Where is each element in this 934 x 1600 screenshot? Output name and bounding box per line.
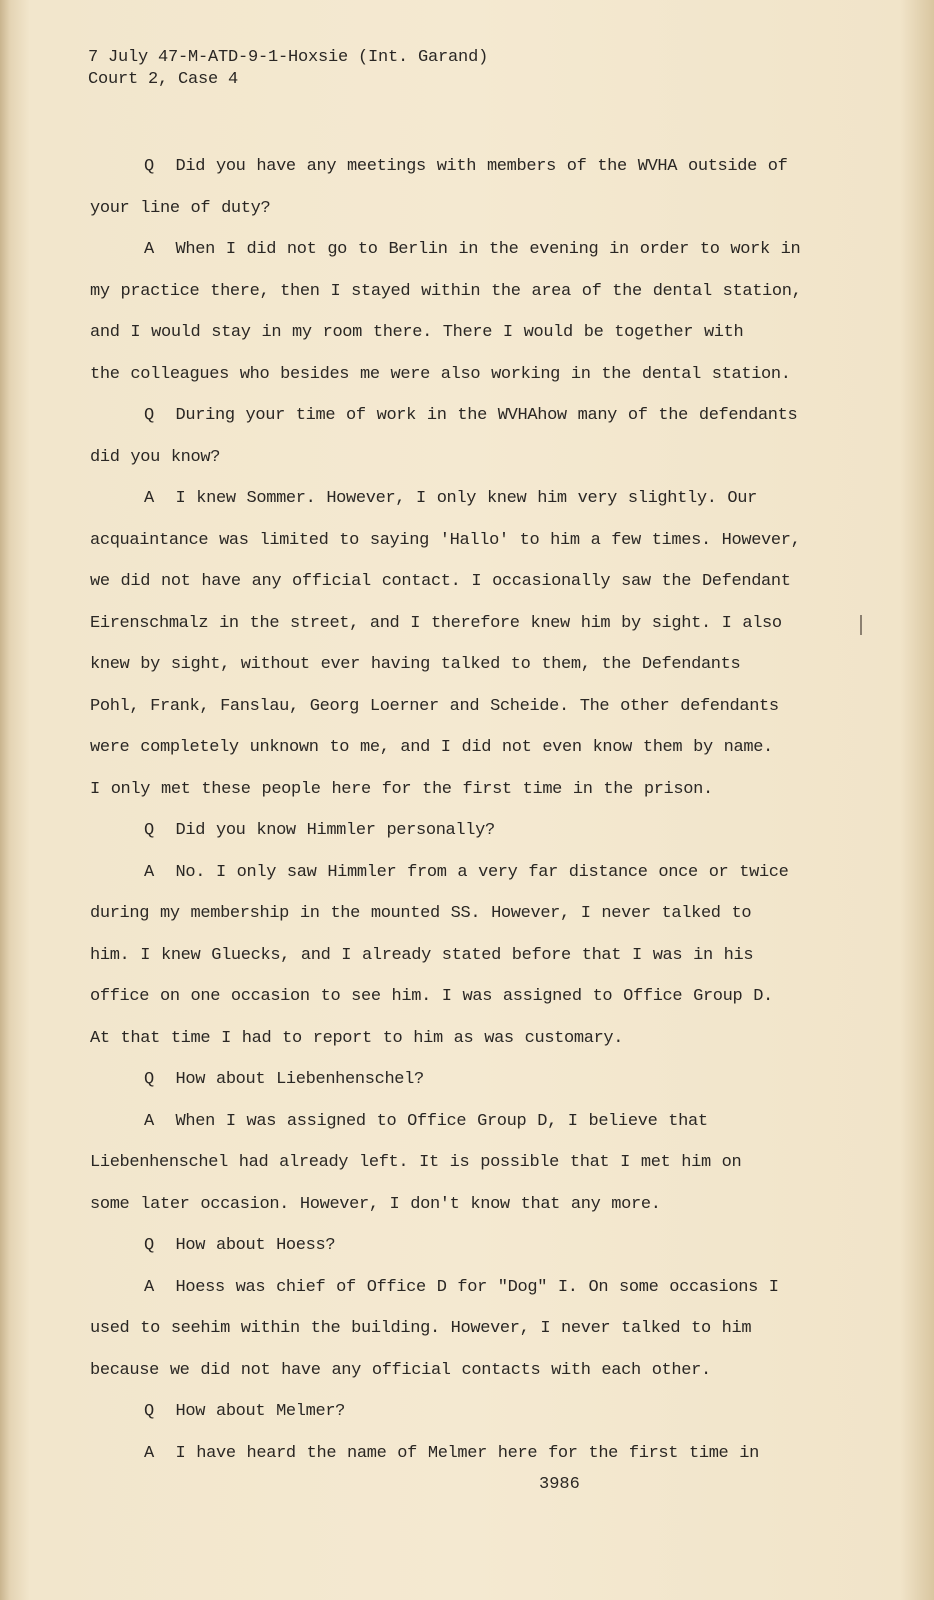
text-line: Q Did you know Himmler personally? bbox=[144, 821, 495, 840]
document-header bbox=[88, 47, 488, 91]
question-paragraph bbox=[90, 1391, 830, 1433]
question-paragraph bbox=[90, 810, 830, 852]
text-line: knew by sight, without ever having talked to them, the Defendants bbox=[90, 655, 741, 674]
text-line: used to seehim within the building. However, I never talked to him bbox=[90, 1319, 752, 1338]
text-line: A Hoess was chief of Office D for "Dog" I. On some occasions I bbox=[144, 1277, 779, 1297]
question-paragraph bbox=[90, 1059, 830, 1101]
text-line: acquaintance was limited to saying 'Hallo' to him a few times. However, bbox=[90, 530, 801, 550]
transcript-body bbox=[90, 146, 830, 1474]
text-line: because we did not have any official contacts with each other. bbox=[90, 1360, 711, 1380]
question-paragraph bbox=[90, 146, 830, 229]
text-line: Pohl, Frank, Fanslau, Georg Loerner and Scheide. The other defendants bbox=[90, 696, 779, 716]
answer-paragraph bbox=[90, 1101, 830, 1226]
text-line: At that time I had to report to him as was customary. bbox=[90, 1028, 624, 1048]
text-line: Eirenschmalz in the street, and I therefore knew him by sight. I also bbox=[90, 613, 782, 633]
text-line: A No. I only saw Himmler from a very far distance once or twice bbox=[144, 862, 789, 882]
header-line-court-case: Court 2, Case 4 bbox=[88, 70, 239, 89]
text-line: Q During your time of work in the WVHAhow many of the defendants bbox=[144, 406, 798, 425]
text-line: and I would stay in my room there. There I would be together with bbox=[90, 323, 744, 342]
text-line: the colleagues who besides me were also working in the dental station. bbox=[90, 364, 791, 384]
text-line: Q How about Hoess? bbox=[144, 1236, 336, 1255]
answer-paragraph bbox=[90, 1433, 830, 1475]
text-line: my practice there, then I stayed within the area of the dental station, bbox=[90, 281, 802, 301]
question-paragraph bbox=[90, 395, 830, 478]
answer-paragraph bbox=[90, 229, 830, 395]
text-line: A I have heard the name of Melmer here for the first time in bbox=[144, 1443, 759, 1463]
text-line: Q How about Melmer? bbox=[144, 1402, 346, 1421]
text-line: Liebenhenschel had already left. It is possible that I met him on bbox=[90, 1153, 742, 1172]
text-line: Q How about Liebenhenschel? bbox=[144, 1070, 424, 1089]
text-line: we did not have any official contact. I occasionally saw the Defendant bbox=[90, 572, 791, 591]
text-line: during my membership in the mounted SS. However, I never talked to bbox=[90, 904, 752, 923]
text-line: your line of duty? bbox=[90, 198, 271, 218]
text-line: Q Did you have any meetings with members of the WVHA outside of bbox=[144, 157, 788, 176]
answer-paragraph bbox=[90, 1267, 830, 1392]
header-line-date-reference: 7 July 47-M-ATD-9-1-Hoxsie (Int. Garand) bbox=[88, 48, 489, 67]
text-line: did you know? bbox=[90, 447, 221, 467]
text-line: A When I did not go to Berlin in the evening in order to work in bbox=[144, 240, 801, 259]
text-line: him. I knew Gluecks, and I already stated before that I was in his bbox=[90, 945, 754, 965]
answer-paragraph bbox=[90, 852, 830, 1060]
margin-mark bbox=[860, 615, 862, 635]
answer-paragraph bbox=[90, 478, 830, 810]
text-line: A When I was assigned to Office Group D, I believe that bbox=[144, 1111, 708, 1131]
page-number: 3986 bbox=[539, 1475, 580, 1494]
text-line: A I knew Sommer. However, I only knew him very slightly. Our bbox=[144, 489, 757, 508]
text-line: some later occasion. However, I don't know that any more. bbox=[90, 1194, 661, 1214]
text-line: were completely unknown to me, and I did not even know them by name. bbox=[90, 738, 773, 757]
text-line: office on one occasion to see him. I was assigned to Office Group D. bbox=[90, 987, 773, 1006]
question-paragraph bbox=[90, 1225, 830, 1267]
text-line: I only met these people here for the first time in the prison. bbox=[90, 779, 713, 799]
